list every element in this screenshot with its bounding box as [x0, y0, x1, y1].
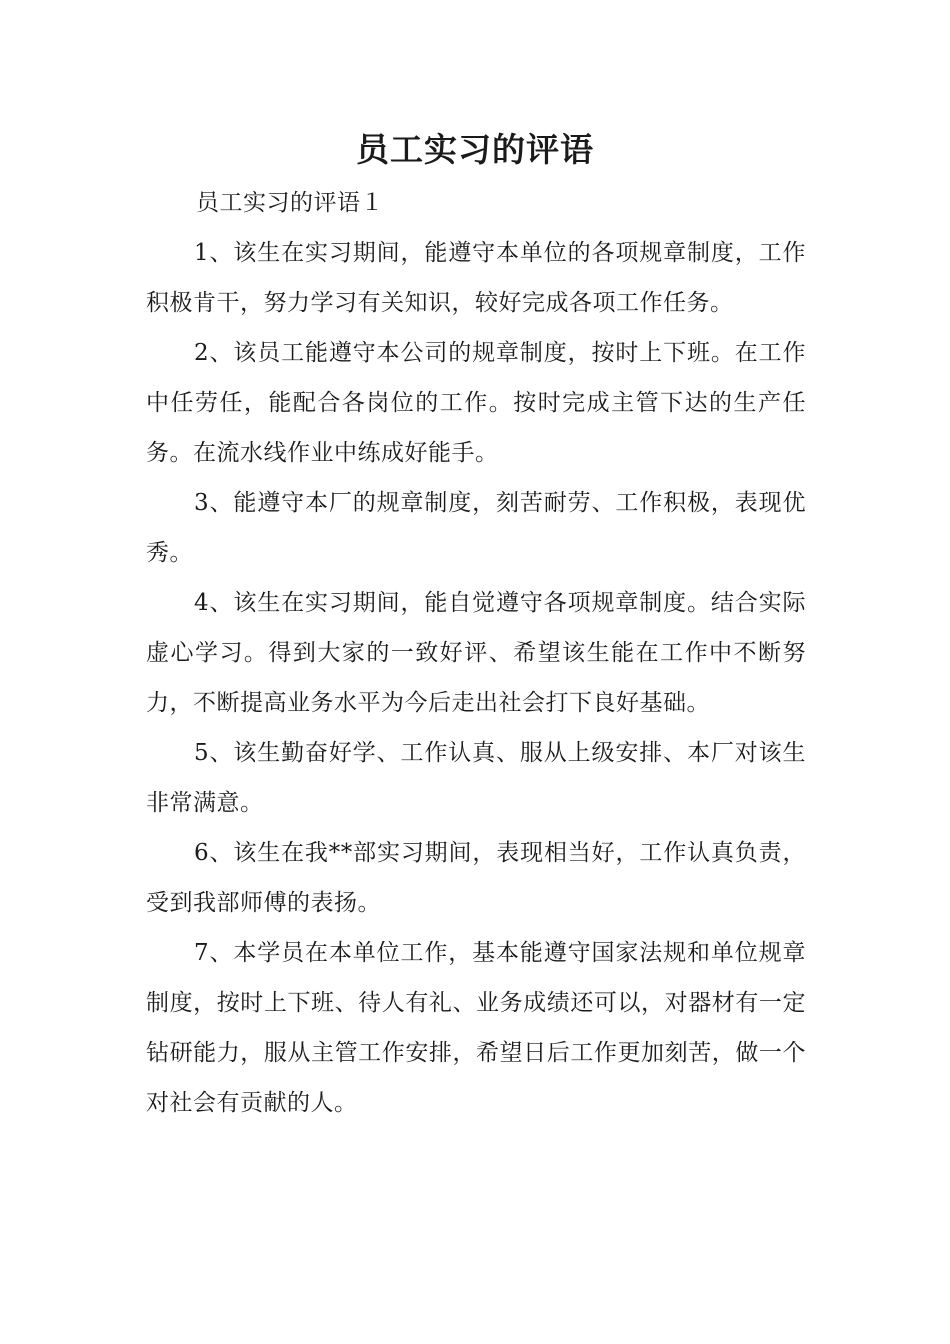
- comment-paragraph-3: 3、能遵守本厂的规章制度，刻苦耐劳、工作积极，表现优秀。: [146, 490, 806, 566]
- comment-paragraph-6: 6、该生在我**部实习期间，表现相当好，工作认真负责，受到我部师傅的表扬。: [146, 840, 806, 916]
- comment-paragraph-2: 2、该员工能遵守本公司的规章制度，按时上下班。在工作中任劳任，能配合各岗位的工作。按时完成主管下达的生产任务。在流水线作业中练成好能手。: [146, 340, 806, 466]
- document-body: [146, 178, 806, 1128]
- comment-paragraph-7: 7、本学员在本单位工作，基本能遵守国家法规和单位规章制度，按时上下班、待人有礼、业务成绩还可以，对器材有一定钻研能力，服从主管工作安排，希望日后工作更加刻苦，做一个对社会有贡献的人。: [146, 940, 806, 1116]
- comment-paragraph-4: 4、该生在实习期间，能自觉遵守各项规章制度。结合实际虚心学习。得到大家的一致好评、希望该生能在工作中不断努力，不断提高业务水平为今后走出社会打下良好基础。: [146, 590, 806, 716]
- section-heading: 员工实习的评语１: [196, 190, 384, 216]
- document-title: 员工实习的评语: [356, 130, 594, 169]
- comment-paragraph-1: 1、该生在实习期间，能遵守本单位的各项规章制度，工作积极肯干，努力学习有关知识，较好完成各项工作任务。: [146, 240, 806, 316]
- comment-paragraph-5: 5、该生勤奋好学、工作认真、服从上级安排、本厂对该生非常满意。: [146, 740, 806, 816]
